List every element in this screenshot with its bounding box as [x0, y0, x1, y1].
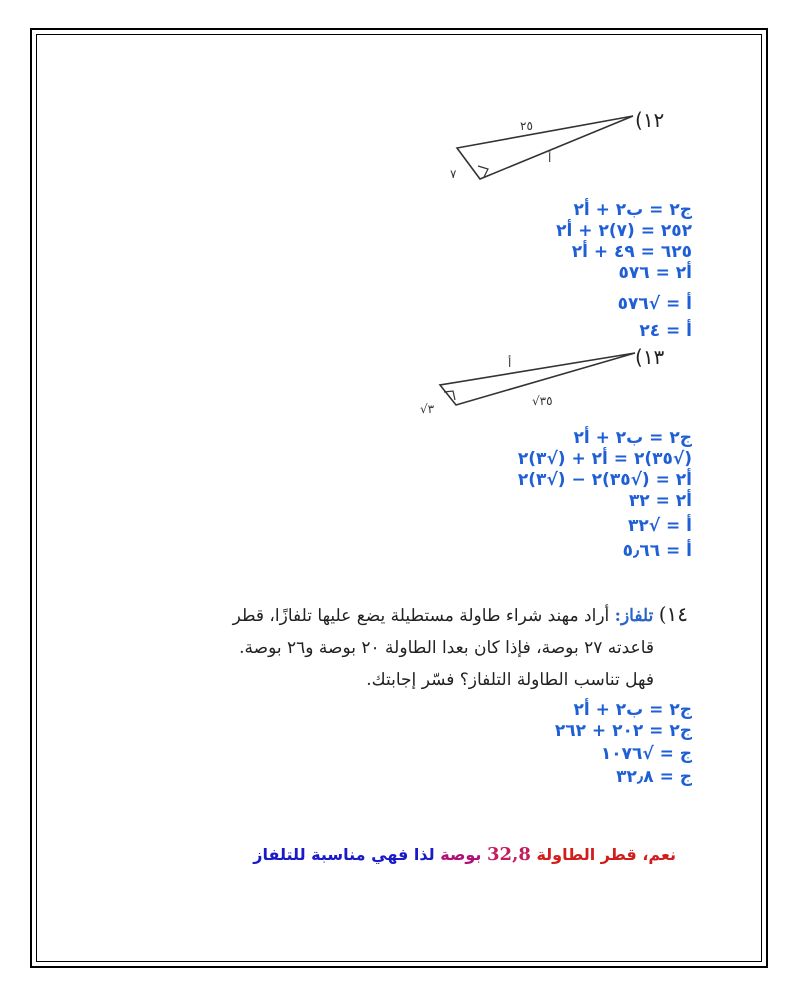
equation-line: أ = ٥٫٦٦ — [622, 541, 692, 561]
problem-12-solution — [556, 200, 692, 342]
equation-line: ٢٥٢ = (٧)٢ + أ٢ — [556, 221, 692, 241]
triangle-13-right-angle — [444, 391, 455, 400]
equation-line: ج = √١٠٧٦ — [600, 744, 692, 764]
triangle-13-hyp-label: √٣٥ — [532, 394, 553, 408]
equation-line: أ٢ = ٥٧٦ — [618, 263, 692, 283]
problem-14-number: ١٤) — [658, 602, 688, 626]
triangle-13-side-a-label: أ — [508, 356, 512, 370]
answer-part-1: نعم، قطر الطاولة — [536, 845, 676, 864]
equation-line: ج٢ = ب٢ + أ٢ — [573, 428, 692, 448]
final-answer — [253, 844, 676, 865]
problem-12-number: ١٢) — [635, 108, 665, 132]
triangle-12-right-angle — [478, 166, 488, 177]
answer-part-3: لذا فهي مناسبة للتلفاز — [253, 845, 435, 864]
triangle-12-side-a-label: أ — [548, 151, 552, 165]
problem-13-solution — [518, 428, 692, 562]
triangle-12 — [457, 116, 633, 179]
triangle-12-hyp-label: ٢٥ — [520, 119, 533, 133]
equation-line: ج٢ = ب٢ + أ٢ — [573, 200, 692, 220]
equation-line: ج٢ = ب٢ + أ٢ — [573, 700, 692, 720]
problem-14-text-line: فهل تناسب الطاولة التلفاز؟ فسّر إجابتك. — [366, 670, 654, 690]
equation-line: أ = √٣٢ — [627, 516, 692, 536]
equation-line: أ٢ = (√٣٥)٢ − (√٣)٢ — [517, 470, 692, 490]
answer-part-2: بوصة — [440, 845, 482, 864]
problem-14-text-line: قاعدته ٢٧ بوصة، فإذا كان بعدا الطاولة ٢٠ بوصة و٢٦ بوصة. — [239, 638, 654, 658]
equation-line: ٦٢٥ = ٤٩ + أ٢ — [571, 242, 692, 262]
equation-line: ج = ٣٢٫٨ — [616, 767, 692, 787]
equation-line: أ = √٥٧٦ — [617, 294, 692, 314]
equation-line: ج٢ = ٢٠٢ + ٢٦٢ — [554, 721, 692, 741]
problem-14-text-line: أراد مهند شراء طاولة مستطيلة يضع عليها تلفازًا، قطر — [232, 606, 610, 626]
triangle-12-figure — [440, 108, 640, 190]
triangle-13-side-b-label: √٣ — [420, 402, 435, 416]
triangle-13-figure — [420, 345, 640, 430]
problem-14-text — [233, 598, 688, 696]
problem-14-title: تلفاز: — [614, 606, 654, 626]
equation-line: أ٢ = ٣٢ — [628, 491, 692, 511]
equation-line: (√٣٥)٢ = أ٢ + (√٣)٢ — [517, 449, 692, 469]
answer-value: 32,8 — [487, 844, 531, 865]
equation-line: أ = ٢٤ — [639, 321, 692, 341]
triangle-12-side-b-label: ٧ — [450, 167, 457, 181]
problem-13-number: ١٣) — [635, 345, 665, 369]
problem-14-solution — [555, 700, 692, 788]
